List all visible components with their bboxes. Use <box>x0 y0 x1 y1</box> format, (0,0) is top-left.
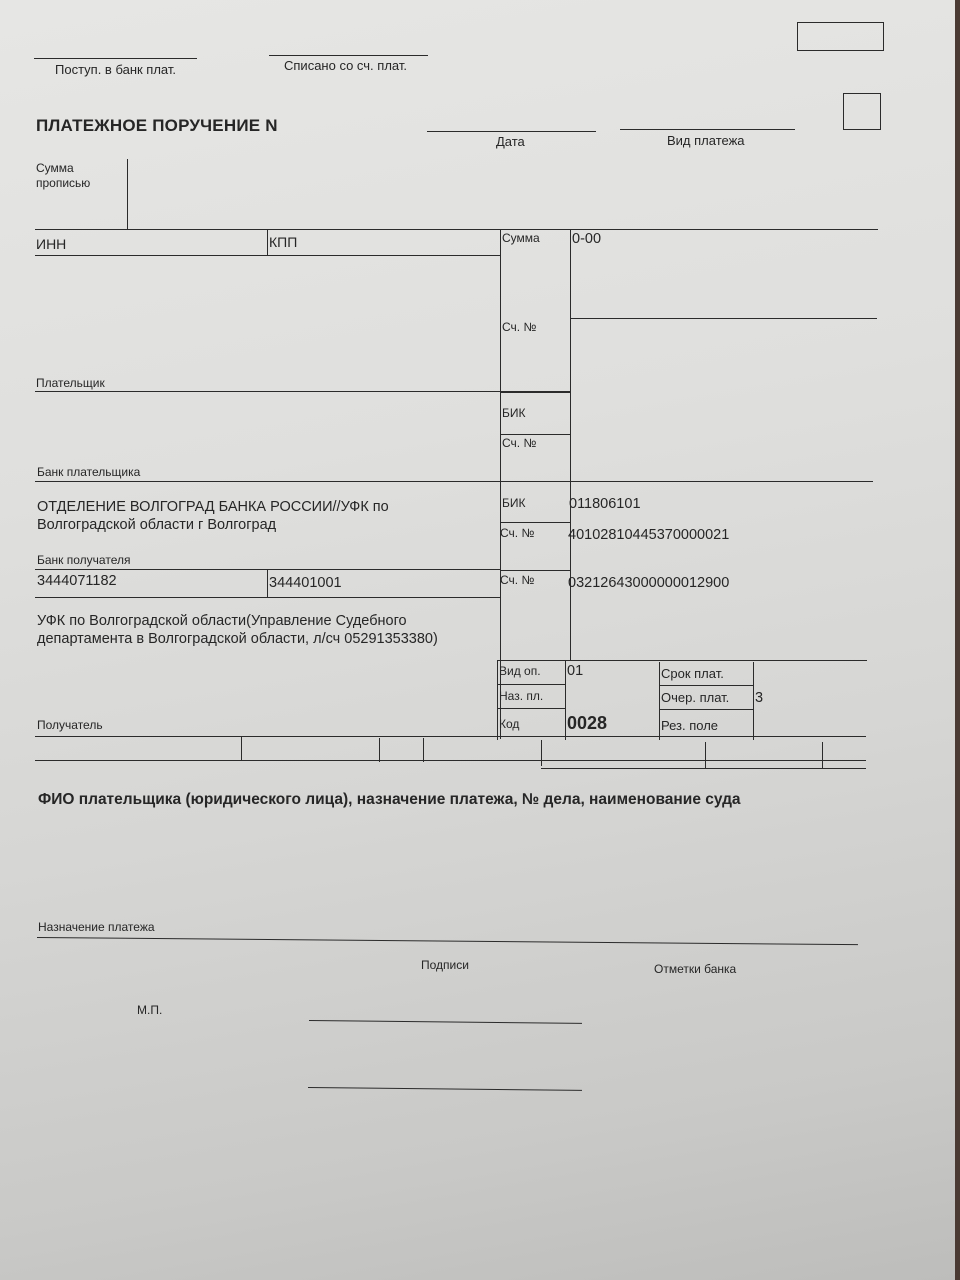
recipient-account-value[interactable]: 03212643000000012900 <box>568 575 730 591</box>
tax-cell-divider-5[interactable] <box>705 742 706 768</box>
signature-line-1[interactable] <box>309 1020 582 1024</box>
term-col-right <box>753 662 754 740</box>
sum-value[interactable]: 0-00 <box>572 231 602 247</box>
sum-row-bottom <box>570 318 877 319</box>
recipient-bank-name-line1[interactable]: ОТДЕЛЕНИЕ ВОЛГОГРАД БАНКА РОССИИ//УФК по <box>37 499 389 515</box>
payer-bottom-line <box>35 391 570 392</box>
background-edge <box>955 0 960 1280</box>
page-title: ПЛАТЕЖНОЕ ПОРУЧЕНИЕ N <box>36 116 278 135</box>
payer-label: Плательщик <box>36 376 105 390</box>
bank-marks-label: Отметки банка <box>654 962 737 976</box>
reserve-label: Рез. поле <box>661 718 719 733</box>
recipient-account-label: Сч. № <box>500 573 535 587</box>
payer-bank-account-label: Сч. № <box>502 436 537 450</box>
right-col-left-border <box>500 229 501 739</box>
debited-line[interactable] <box>269 55 428 56</box>
status-box[interactable] <box>843 93 881 130</box>
tax-cell-divider-6[interactable] <box>822 742 823 768</box>
term-label: Срок плат. <box>661 666 724 681</box>
code-label: Код <box>499 717 520 731</box>
recipient-label: Получатель <box>37 718 103 732</box>
signature-line-2[interactable] <box>308 1087 582 1091</box>
acc3-row-bottom <box>500 570 570 571</box>
payer-bank-label: Банк плательщика <box>37 465 141 479</box>
purpose-code-label: Наз. пл. <box>499 689 544 703</box>
recipient-bank-account-label: Сч. № <box>500 526 535 540</box>
recipient-bank-bik-label: БИК <box>502 496 526 510</box>
payer-bank-bottom-line <box>35 481 873 482</box>
stamp-label: М.П. <box>137 1003 163 1017</box>
payer-inn-label: ИНН <box>36 236 67 252</box>
date-label: Дата <box>496 134 525 149</box>
payer-account-label: Сч. № <box>502 320 537 334</box>
date-line[interactable] <box>427 131 596 132</box>
bik-row-bottom <box>500 434 570 435</box>
recipient-kpp-value[interactable]: 344401001 <box>269 575 342 591</box>
tax-row-bottom <box>35 760 866 761</box>
codes-top-line <box>570 660 867 661</box>
right-col-divider <box>570 229 571 660</box>
amount-words-bottom <box>35 229 878 230</box>
recipient-bank-account-value[interactable]: 40102810445370000021 <box>568 527 730 543</box>
payer-bank-bik-label: БИК <box>502 406 526 420</box>
bik2-row-bottom <box>500 522 570 523</box>
term-row-bottom <box>659 685 753 686</box>
form-code-box[interactable] <box>797 22 884 51</box>
purpose-bottom-line <box>37 937 858 945</box>
debited-label: Списано со сч. плат. <box>284 58 407 73</box>
tax-cell-divider-3[interactable] <box>423 738 424 762</box>
tax-row-top <box>35 736 866 737</box>
payer-kpp-label: КПП <box>269 234 298 250</box>
amount-words-label: Сумма прописью <box>36 161 91 190</box>
op-type-value[interactable]: 01 <box>567 663 584 679</box>
received-line[interactable] <box>34 58 197 59</box>
tax-cell-divider-4[interactable] <box>541 740 542 766</box>
recipient-bank-name-line2[interactable]: Волгоградской области г Волгоград <box>37 517 277 533</box>
received-label: Поступ. в банк плат. <box>55 62 177 77</box>
signatures-label: Подписи <box>421 958 469 972</box>
purpose-heading: ФИО плательщика (юридического лица), назначение платежа, № дела, наименование суда <box>38 791 741 808</box>
payment-type-line[interactable] <box>620 129 795 130</box>
recipient-name-line1[interactable]: УФК по Волгоградской области(Управление Судебного <box>37 613 407 629</box>
op-type-label: Вид оп. <box>499 664 541 678</box>
tax-cell-divider-1[interactable] <box>241 736 242 760</box>
order-label: Очер. плат. <box>661 690 730 705</box>
recipient-inn-kpp-divider <box>267 569 268 597</box>
op-type-row-bottom <box>497 684 565 685</box>
codes-top-line-left <box>497 660 570 661</box>
code-value[interactable]: 0028 <box>567 713 608 733</box>
tax-row-bottom-2 <box>541 768 866 769</box>
recipient-name-line2[interactable]: департамента в Волгоградской области, л/сч 05291353380) <box>37 631 438 647</box>
bik-row-top <box>500 392 570 393</box>
recipient-inn-value[interactable]: 3444071182 <box>37 573 117 589</box>
term-col-left <box>659 662 660 740</box>
payment-type-label: Вид платежа <box>667 133 745 148</box>
sum-label: Сумма <box>502 231 540 245</box>
purpose-row-bottom <box>497 708 565 709</box>
codes-label-left <box>497 660 498 740</box>
amount-words-divider <box>127 159 128 229</box>
purpose-label: Назначение платежа <box>38 920 155 934</box>
codes-value-divider <box>565 660 566 740</box>
recipient-bank-label: Банк получателя <box>37 553 131 567</box>
payer-inn-kpp-divider <box>267 229 268 255</box>
order-row-bottom <box>659 709 753 710</box>
tax-cell-divider-2[interactable] <box>379 738 380 762</box>
recipient-bank-bik-value[interactable]: 011806101 <box>569 496 641 512</box>
recipient-inn-row-bottom <box>35 597 500 598</box>
payer-inn-row-bottom <box>35 255 501 256</box>
order-value[interactable]: 3 <box>755 690 764 706</box>
